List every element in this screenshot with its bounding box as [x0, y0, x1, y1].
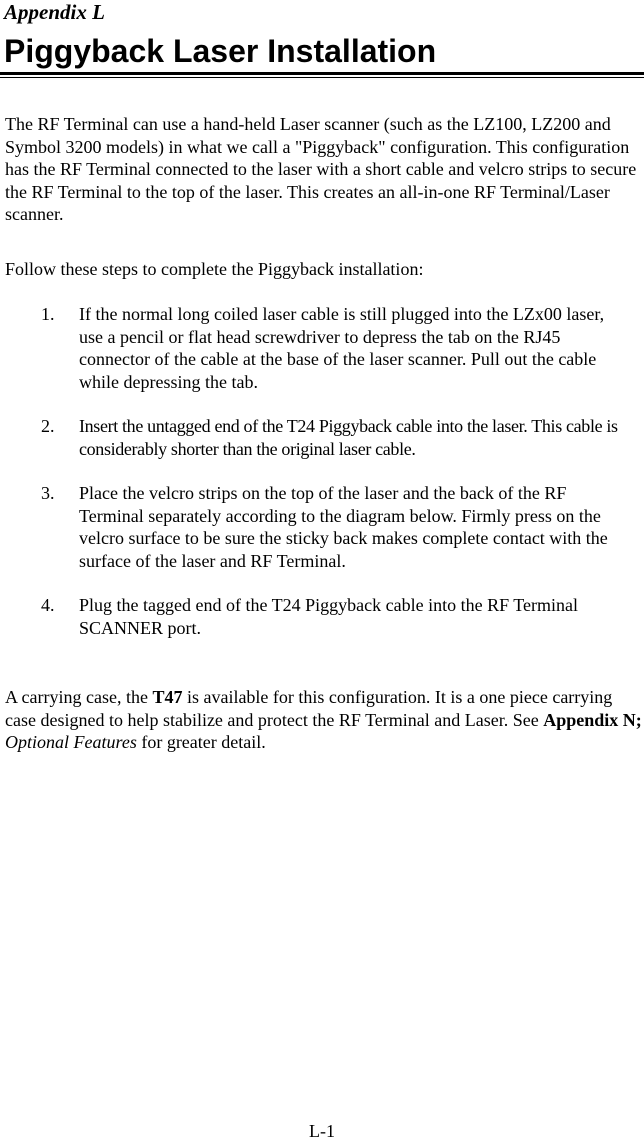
step-text: Plug the tagged end of the T24 Piggyback cable into the RF Terminal SCANNER port. — [79, 595, 578, 638]
installation-steps-list — [0, 303, 644, 661]
closing-text: is available for this configuration. It is a one piece carrying case designed to help stabilize and protect the RF Terminal and Laser. See — [5, 687, 613, 730]
step-number: 2. — [41, 416, 55, 436]
step-number: 1. — [41, 304, 55, 324]
step-number: 3. — [41, 483, 55, 503]
closing-text: for greater detail. — [136, 732, 266, 752]
title-rule-thin — [0, 77, 644, 78]
carrying-case-paragraph — [5, 686, 644, 754]
step-item — [0, 415, 644, 460]
appendix-reference-title: Optional Features — [5, 732, 137, 752]
appendix-label: Appendix L — [4, 0, 105, 24]
step-number: 4. — [41, 595, 55, 615]
intro-paragraph: The RF Terminal can use a hand-held Laser scanner (such as the LZ100, LZ200 and Symbol 3200 models) in what we call a "Piggyback" configuration. This configuration has the RF Terminal connected to the laser with a short cable and velcro strips to secure the RF Terminal to the top of the laser. This creates an all-in-one RF Terminal/Laser scanner. — [5, 114, 637, 224]
case-model: T47 — [152, 687, 183, 707]
closing-text: A carrying case, the — [5, 687, 153, 707]
step-text: Place the velcro strips on the top of the laser and the back of the RF Terminal separately according to the diagram below. Firmly press on the velcro surface to be sure the sticky back makes complete contact with the surface of the laser and RF Terminal. — [79, 483, 608, 571]
steps-lead-in: Follow these steps to complete the Piggyback installation: — [5, 259, 424, 279]
step-item — [0, 303, 644, 393]
step-text: If the normal long coiled laser cable is still plugged into the LZx00 laser, use a pencil or flat head screwdriver to depress the tab on the RJ45 connector of the cable at the base of the laser scanner. Pull out the cable while depressing the tab. — [79, 304, 605, 392]
step-item — [0, 482, 644, 572]
page-title: Piggyback Laser Installation — [4, 33, 437, 69]
page-number: L-1 — [309, 1121, 335, 1141]
step-item — [0, 594, 644, 639]
title-rule-thick — [0, 72, 644, 75]
step-text: Insert the untagged end of the T24 Piggyback cable into the laser. This cable is considerably shorter than the original laser cable. — [79, 416, 618, 459]
appendix-reference: Appendix N; — [543, 709, 642, 730]
